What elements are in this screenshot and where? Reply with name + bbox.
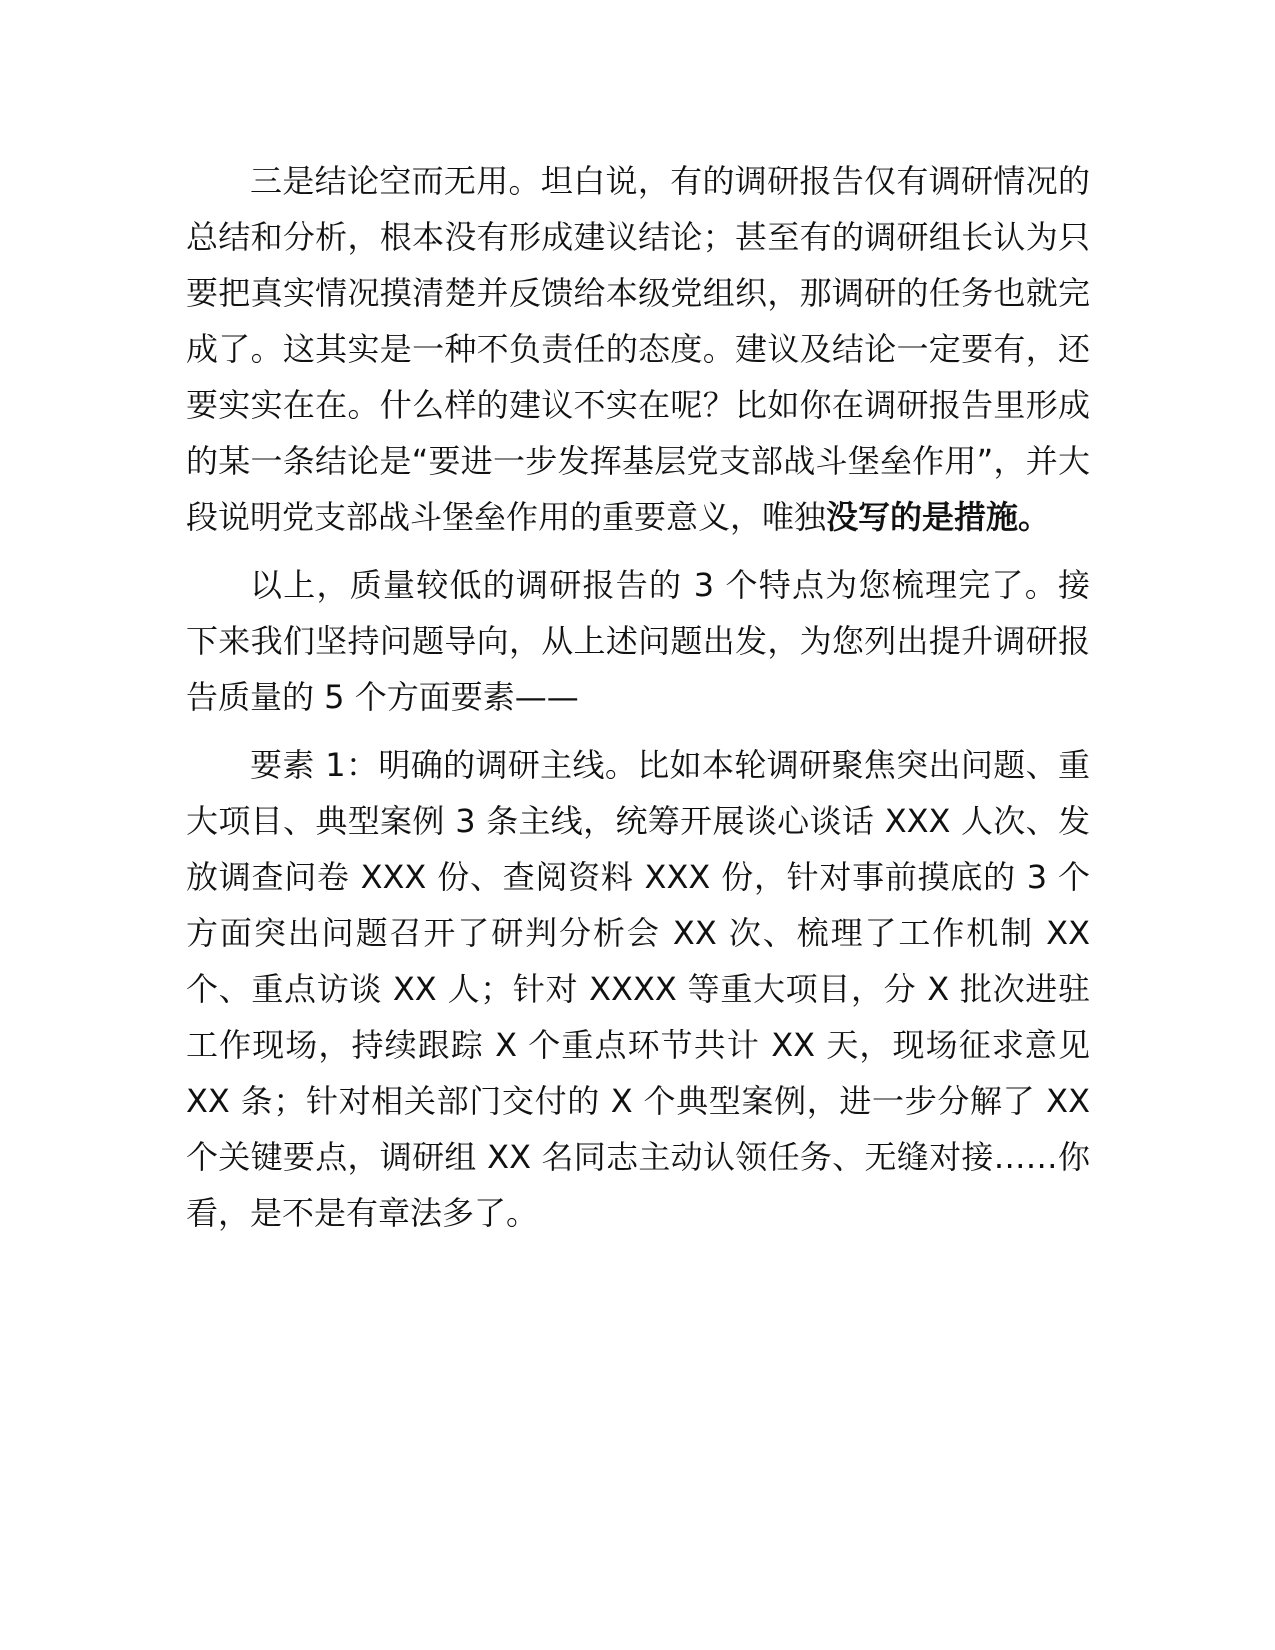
paragraph-text: 要素 1：明确的调研主线。比如本轮调研聚焦突出问题、重大项目、典型案例 3 条主线，统筹开展谈心谈话 XXX 人次、发放调查问卷 XXX 份、查阅资料 XXX 份，针对事前摸底的 3 个方面突出问题召开了研判分析会 XX 次、梳理了工作机制 XX 个、重点访谈 XX 人；针对 XXXX 等重大项目，分 X 批次进驻工作现场，持续跟踪 X 个重点环节共计 XX 天，现场征求意见 XX 条；针对相关部门交付的 X 个典型案例，进一步分解了 XX 个关键要点，调研组 XX 名同志主动认领任务、无缝对接……你看，是不是有章法多了。	[186, 746, 1090, 1232]
paragraph-summary-transition	[186, 557, 1090, 725]
document-body	[186, 153, 1090, 1241]
paragraph-element-1	[186, 737, 1090, 1241]
paragraph-conclusion-useless	[186, 153, 1090, 545]
paragraph-text: 以上，质量较低的调研报告的 3 个特点为您梳理完了。接下来我们坚持问题导向，从上述问题出发，为您列出提升调研报告质量的 5 个方面要素——	[186, 566, 1090, 716]
paragraph-tail-emphasis: 没写的是措施。	[826, 498, 1051, 536]
paragraph-text: 三是结论空而无用。坦白说，有的调研报告仅有调研情况的总结和分析，根本没有形成建议结论；甚至有的调研组长认为只要把真实情况摸清楚并反馈给本级党组织，那调研的任务也就完成了。这其实是一种不负责任的态度。建议及结论一定要有，还要实实在在。什么样的建议不实在呢？比如你在调研报告里形成的某一条结论是“要进一步发挥基层党支部战斗堡垒作用”，并大段说明党支部战斗堡垒作用的重要意义，唯独	[186, 162, 1090, 536]
